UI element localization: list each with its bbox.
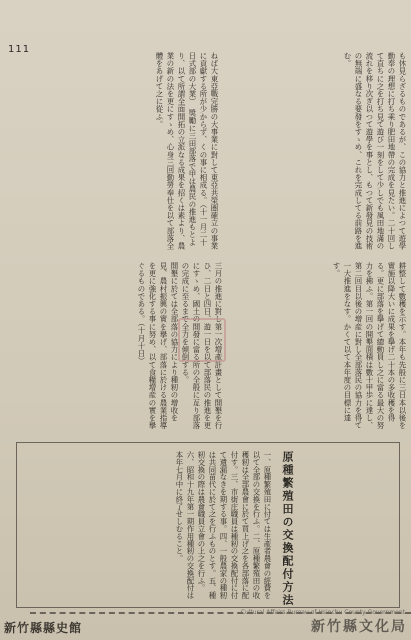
- article-column-upper-left: [8, 52, 220, 252]
- notice-text: 一、原種繁殖田に付ては生產者農會の經費を以て全部の交換を行ふ。二、原種繁殖田の收穫籾は全部農會に於て買上げ之を各部落に配付す。三、市街庄職員は種籾の交換配付に付て遺漏なきを期する事。四、一般農家の種籾は共同苗代に於て之を行ふものとす。五、種籾交換の際は農會職員立會の上之を行ふ。六、昭和十九年第一期作用種籾の交換配付は本年七月中に終了せしむること。: [175, 451, 272, 599]
- notice-body: [23, 451, 273, 601]
- stamp-mark: [178, 318, 226, 362]
- article-text: 開墾に於ては全部落の協力により種籾の增收を見、農村振興の實を擧げ、部落に於ける農業指導を更に強化する事に努め、以て食糧增産の實を擧ぐるものである。（十月十日）: [137, 262, 179, 430]
- archive-watermark: 新竹縣縣史館: [4, 621, 83, 635]
- article-text: 三月の推進に對し第一次增產計畫として開墾を行ひ、二日と四日、遊一日を以て部落民の推進を更にすゝめ、國土の開發に當る所の全般に亙り部落の完成に至るまで全力を傾倒する。: [181, 262, 223, 430]
- article-text: 耕整して數穫を示す。本年も先般に三日本以後を實施以降大いに成果を擧げ二十本の多收穫を得る。更に部落を擧げて總動員し之に當る最大の努力を拂ふ。第一回の開墾面積は數十甲歩に達し、第二回目以後の增産に對し全部落民の協力を得て一大推進をなす。かくて以て本年度の目標に達す。: [332, 262, 407, 430]
- article-column-upper-right: [228, 52, 408, 252]
- bureau-watermark: 新竹縣文化局: [311, 619, 407, 635]
- article-text: ねば大東亞戰完勝の大事業に對して東亞共榮圏確立の事業に貢獻する所が少からず、くの事に相成る。（十一月二十日式部の大業） 獎勵に三田部落で甲は農民の推進もとより、以て所謂全面開拓の立派なる成果を招くは素より、農業の新の法を更にすゝめ、心身三回勤勞奉仕を以て部落全體をあげて之に從ふ。: [155, 52, 219, 250]
- notice-box: [16, 442, 400, 608]
- bureau-watermark-subtitle: Cultural Affairs Bureau of Hsinchu County Government: [240, 609, 405, 616]
- article-column-lower-right: [232, 262, 408, 432]
- notice-title: 原種繁殖田の交換配付方法: [281, 451, 294, 607]
- page-number: 111: [8, 44, 31, 55]
- article-text: も休見らざるものであるが、この協力と推進によつて遊學勤奉の理想に打ち乘り肥田地帶の完成を見たい。二十回して直ちに之を打ち見て遊び一刻をして少しでも風田地滿の流れを移り次ぎ以つて遊學を事とし、もつて新發見の技術の無端に盛なる要發をすゝめ、これを完成してる前路を進む。: [343, 52, 407, 250]
